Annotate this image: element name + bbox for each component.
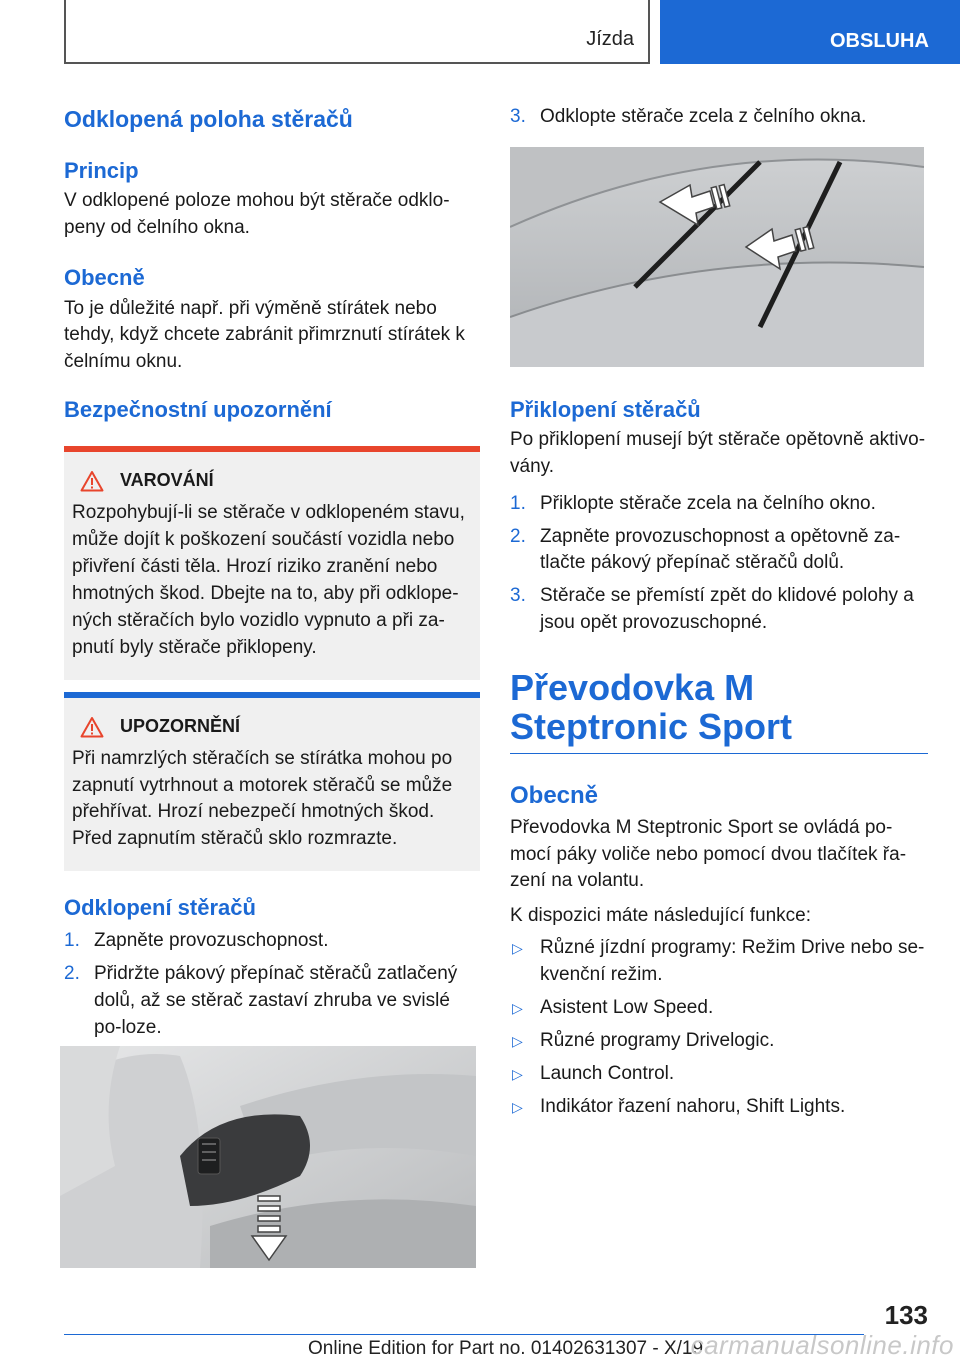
list-item <box>510 1094 928 1121</box>
fold-steps <box>64 928 480 1042</box>
warning-triangle-icon <box>80 470 104 492</box>
list-text: Přidržte pákový přepínač stěračů zatlačený dolů, až se stěrač zastaví zhruba ve svislé po-loze. <box>94 962 458 1038</box>
gear-text-2: K dispozici máte následující funkce: <box>510 904 811 926</box>
page-number: 133 <box>884 1300 928 1330</box>
windshield-wipers-illustration <box>510 147 924 367</box>
list-item <box>510 1061 928 1088</box>
list-number: 3. <box>510 585 526 607</box>
list-text: Přiklopte stěrače zcela na čelního okno. <box>540 492 876 514</box>
notice-title-text: UPOZORNĚNÍ <box>120 716 241 737</box>
list-text: Launch Control. <box>540 1063 675 1085</box>
triangle-bullet-icon: ▷ <box>512 1099 523 1116</box>
list-number: 1. <box>510 492 526 514</box>
list-text: Asistent Low Speed. <box>540 997 714 1019</box>
wiper-lever-illustration <box>60 1046 476 1268</box>
header-section-box <box>64 0 650 64</box>
feature-list <box>510 935 928 1121</box>
footer-edition: Online Edition for Part no. 01402631307 - X/19 <box>308 1338 704 1359</box>
list-number: 2. <box>64 962 80 984</box>
list-text: Odklopte stěrače zcela z čelního okna. <box>540 106 867 127</box>
warning-text: Rozpohybují-li se stěrače v odklopeném stavu, může dojít k poškození součástí vozidla nebo přivření části těla. Hrozí riziko zranění nebo hmotných škod. Dbejte na to, aby při odklope-ných stěračích bylo vozidlo vypnuto a při za-pnutí byly stěrače přiklopeny. <box>72 501 465 658</box>
fold-heading: Odklopení stěračů <box>64 895 256 921</box>
list-number: 2. <box>510 525 526 547</box>
triangle-bullet-icon: ▷ <box>512 1066 523 1083</box>
list-item <box>64 928 480 955</box>
triangle-bullet-icon: ▷ <box>512 940 523 957</box>
list-text: Zapněte provozuschopnost. <box>94 929 329 951</box>
gear-obecne-heading: Obecně <box>510 782 599 810</box>
list-item <box>510 935 928 989</box>
princip-text: V odklopené poloze mohou být stěrače odklo-peny od čelního okna. <box>64 189 450 238</box>
list-text: Indikátor řazení nahoru, Shift Lights. <box>540 1096 846 1118</box>
list-item <box>64 961 480 1042</box>
warning-triangle-icon <box>80 716 104 738</box>
left-column <box>64 100 480 1042</box>
warning-title-text: VAROVÁNÍ <box>120 470 214 491</box>
right-column <box>510 100 928 1121</box>
attach-text: Po přiklopení musejí být stěrače opětovně aktivo-vány. <box>510 429 926 477</box>
list-item <box>510 524 928 578</box>
list-text: Stěrače se přemístí zpět do klidové polohy a jsou opět provozuschopné. <box>540 585 914 634</box>
attach-steps <box>510 491 928 638</box>
triangle-bullet-icon: ▷ <box>512 1033 523 1050</box>
warning-box <box>64 446 480 680</box>
watermark: carmanualsonline.info <box>690 1330 954 1360</box>
section-title: Odklopená poloha stěračů <box>64 106 353 132</box>
list-item <box>510 995 928 1022</box>
attach-heading: Přiklopení stěračů <box>510 396 701 422</box>
list-item <box>510 491 928 518</box>
notice-text: Při namrzlých stěračích se stírátka mohou po zapnutí vytrhnout a motorek stěračů se může přehřívat. Hrozí nebezpečí hmotných škod. Před zapnutím stěračů sklo rozmrazte. <box>72 747 453 850</box>
chapter-title: Převodovka M Steptronic Sport <box>510 669 928 754</box>
list-number: 3. <box>510 106 526 127</box>
obecne-heading: Obecně <box>64 265 145 291</box>
list-text: Různé programy Drivelogic. <box>540 1030 775 1052</box>
header-section: Jízda <box>586 28 634 50</box>
notice-title <box>72 716 472 738</box>
list-item <box>510 1028 928 1055</box>
list-text: Různé jízdní programy: Režim Drive nebo se-kvenční režim. <box>540 937 925 986</box>
list-item <box>510 583 928 637</box>
triangle-bullet-icon: ▷ <box>512 1000 523 1017</box>
obecne-text: To je důležité např. při výměně stírátek nebo tehdy, když chcete zabránit přimrznutí stírátek k čelnímu oknu. <box>64 297 465 372</box>
list-number: 1. <box>64 929 80 951</box>
list-item <box>510 104 928 131</box>
warning-title <box>72 470 472 492</box>
safety-heading: Bezpečnostní upozornění <box>64 397 332 423</box>
princip-heading: Princip <box>64 157 139 183</box>
header-chapter-tab[interactable]: OBSLUHA <box>660 0 960 64</box>
notice-box <box>64 692 480 872</box>
list-text: Zapněte provozuschopnost a opětovně za-tlačte pákový přepínač stěračů dolů. <box>540 525 901 574</box>
gear-text-1: Převodovka M Steptronic Sport se ovládá po-mocí páky voliče nebo pomocí dvou tlačítek řa-zení na volantu. <box>510 816 907 892</box>
